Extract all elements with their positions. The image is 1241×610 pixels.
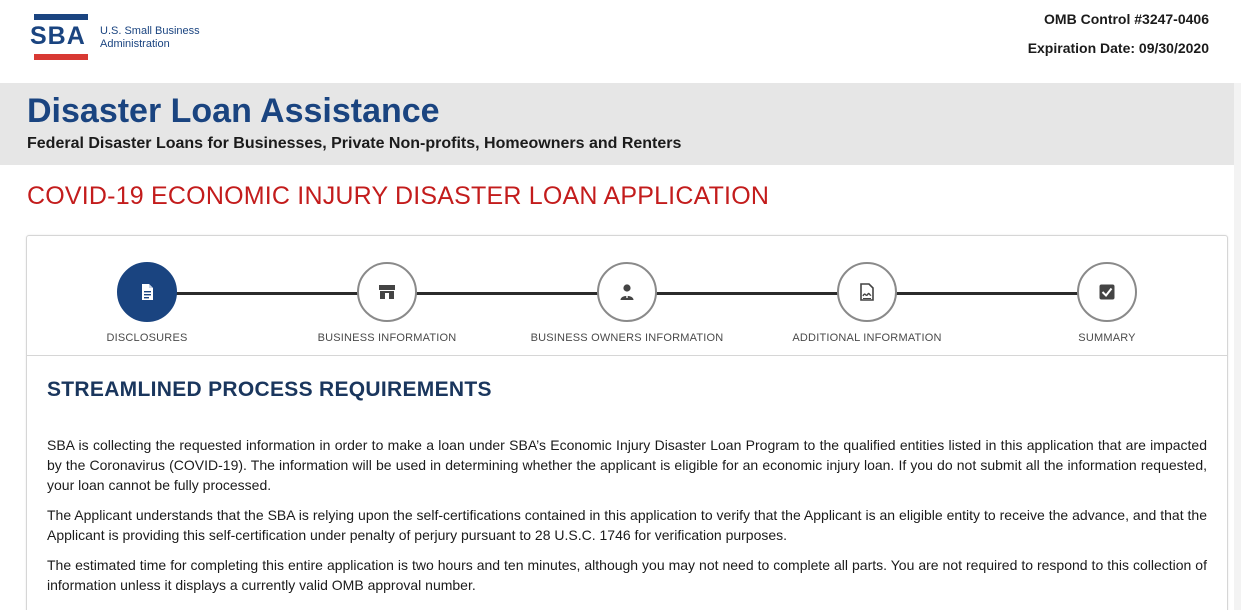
step-circle[interactable] [1077, 262, 1137, 322]
step-summary[interactable] [1007, 262, 1207, 344]
logo-letters: SBA [30, 22, 86, 50]
application-title: COVID-19 ECONOMIC INJURY DISASTER LOAN APPLICATION [27, 182, 770, 210]
step-circle[interactable] [597, 262, 657, 322]
logo-bar-blue [34, 14, 88, 20]
progress-stepper [27, 236, 1227, 356]
agency-name [100, 25, 200, 51]
step-disclosures[interactable] [47, 262, 247, 344]
application-card [26, 235, 1228, 610]
sba-logo-mark [30, 14, 92, 60]
omb-control-number: OMB Control #3247-0406 [1044, 11, 1209, 27]
checkbox-icon [1098, 283, 1116, 301]
section-title: STREAMLINED PROCESS REQUIREMENTS [47, 378, 492, 401]
top-bar [0, 0, 1241, 83]
step-circle[interactable] [117, 262, 177, 322]
disclosure-paragraph: SBA is collecting the requested information in order to make a loan under SBA’s Economic Injury Disaster Loan Program to the qualified entities listed in this application that are impacted by the Coronavirus (COVID-19). The information will be used in determining whether the applicant is eligible for an economic injury loan. If you do not submit all the information requested, your loan cannot be fully processed. [47, 437, 1207, 493]
step-label: ADDITIONAL INFORMATION [792, 332, 942, 344]
step-label: SUMMARY [1078, 332, 1136, 344]
logo-bar-red [34, 54, 88, 60]
omb-expiration-date: Expiration Date: 09/30/2020 [1027, 40, 1209, 56]
agency-name-line1: U.S. Small Business [100, 25, 200, 37]
storefront-icon [378, 283, 396, 301]
step-business-information[interactable] [287, 262, 487, 344]
person-icon [618, 283, 636, 301]
step-label: BUSINESS OWNERS INFORMATION [530, 332, 724, 344]
disclosure-paragraph: The Applicant understands that the SBA is relying upon the self-certifications contained in this application to verify that the Applicant is an eligible entity to receive the advance, and that the Applicant is providing this self-certification under penalty of perjury pursuant to 28 U.S.C. 1746 for verification purposes. [47, 507, 1207, 543]
sba-logo[interactable] [30, 14, 200, 60]
page-title: Disaster Loan Assistance [27, 92, 440, 130]
step-label: BUSINESS INFORMATION [317, 332, 457, 344]
disclosure-paragraph: The estimated time for completing this entire application is two hours and ten minutes, although you may not need to complete all parts. You are not required to respond to this collection of information unless it displays a currently valid OMB approval number. [47, 557, 1207, 593]
step-business-owners-information[interactable] [527, 262, 727, 344]
step-circle[interactable] [357, 262, 417, 322]
header-band [0, 83, 1241, 165]
step-additional-information[interactable] [767, 262, 967, 344]
agency-name-line2: Administration [100, 38, 170, 50]
page-subtitle: Federal Disaster Loans for Businesses, Private Non-profits, Homeowners and Renters [27, 135, 682, 152]
step-label: DISCLOSURES [106, 332, 188, 344]
omb-info [1028, 9, 1209, 58]
step-circle[interactable] [837, 262, 897, 322]
signed-document-icon [858, 283, 876, 301]
document-icon [138, 283, 156, 301]
scrollbar-track[interactable] [1234, 83, 1241, 610]
